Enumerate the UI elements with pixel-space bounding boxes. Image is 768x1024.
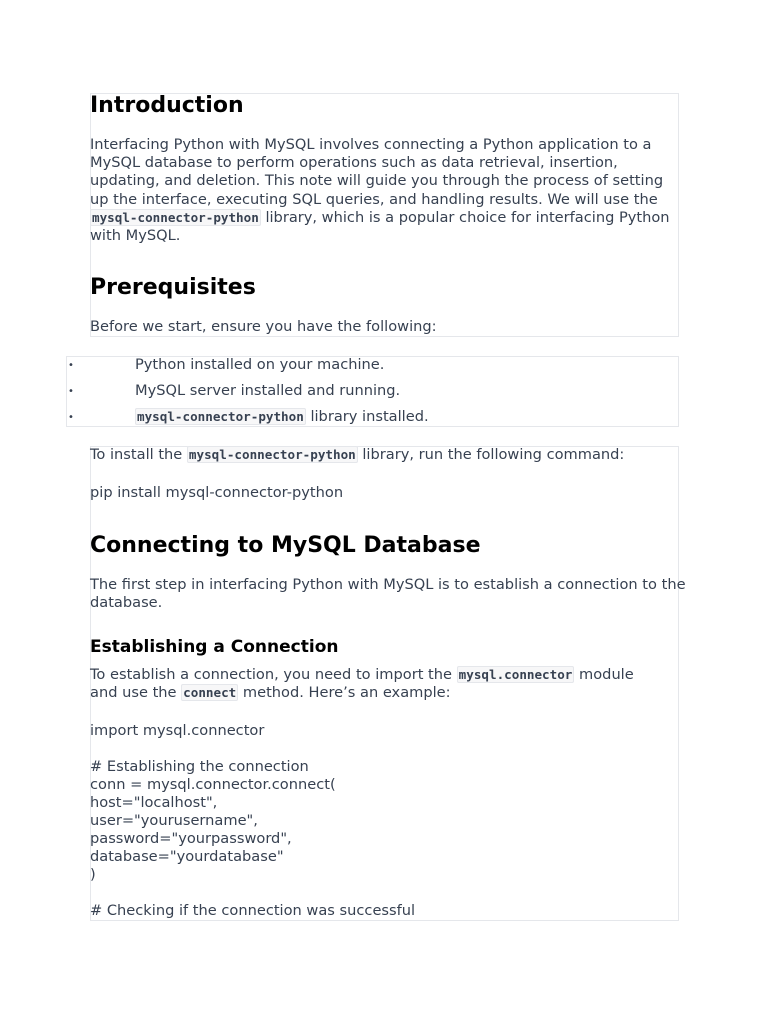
install-command: pip install mysql-connector-python bbox=[90, 484, 344, 501]
establishing-text-2: module bbox=[574, 666, 634, 683]
prereq-item-connector bbox=[135, 408, 429, 426]
establishing-text-3: and use the bbox=[90, 684, 182, 701]
prereq-item-text: library installed. bbox=[305, 408, 429, 425]
establishing-text-4: method. Here’s an example: bbox=[238, 684, 451, 701]
install-code-library: mysql-connector-python bbox=[188, 447, 356, 462]
prereq-item-mysql-server: MySQL server installed and running. bbox=[135, 382, 401, 399]
install-text-2: library, run the following command: bbox=[357, 446, 625, 463]
prerequisites-heading: Prerequisites bbox=[90, 275, 256, 300]
establishing-code-module: mysql.connector bbox=[458, 667, 573, 682]
prereq-item-python: Python installed on your machine. bbox=[135, 356, 385, 373]
intro-text-1: Interfacing Python with MySQL involves connecting a Python application to a MySQL database to perform operations such as data retrieval, insertion, updating, and deletion. This note will guide you through the process of setting up the interface, executing SQL queries, and handling results. We will use the bbox=[90, 136, 664, 208]
connecting-paragraph: The first step in interfacing Python with MySQL is to establish a connection to the database. bbox=[90, 576, 686, 612]
prerequisites-lead: Before we start, ensure you have the following: bbox=[90, 318, 437, 335]
intro-text-2: library, which is a popular choice for interfacing Python with MySQL. bbox=[90, 208, 670, 245]
code-line-close-paren: ) bbox=[90, 866, 96, 883]
code-line-password: password="yourpassword", bbox=[90, 830, 292, 847]
code-line-host: host="localhost", bbox=[90, 794, 218, 811]
code-line-database: database="yourdatabase" bbox=[90, 848, 284, 865]
bullet-icon: • bbox=[68, 412, 74, 423]
code-line-comment-establish: # Establishing the connection bbox=[90, 758, 309, 775]
intro-heading: Introduction bbox=[90, 93, 244, 118]
connecting-heading: Connecting to MySQL Database bbox=[90, 533, 481, 558]
code-line-connect: conn = mysql.connector.connect( bbox=[90, 776, 336, 793]
establishing-paragraph-line2 bbox=[90, 684, 451, 702]
bullet-icon: • bbox=[68, 386, 74, 397]
install-text-1: To install the bbox=[90, 446, 187, 463]
code-line-import: import mysql.connector bbox=[90, 722, 265, 739]
establishing-paragraph-line1 bbox=[90, 666, 634, 684]
code-line-comment-check: # Checking if the connection was successful bbox=[90, 902, 416, 919]
code-line-user: user="yourusername", bbox=[90, 812, 258, 829]
establishing-code-connect: connect bbox=[183, 685, 237, 700]
prereq-item-code: mysql-connector-python bbox=[137, 409, 304, 424]
bullet-icon: • bbox=[68, 360, 74, 371]
intro-paragraph bbox=[90, 136, 682, 245]
intro-code-library: mysql-connector-python bbox=[92, 209, 259, 225]
establishing-heading: Establishing a Connection bbox=[90, 637, 339, 657]
establishing-text-1: To establish a connection, you need to import the bbox=[90, 666, 457, 683]
install-paragraph bbox=[90, 446, 624, 464]
